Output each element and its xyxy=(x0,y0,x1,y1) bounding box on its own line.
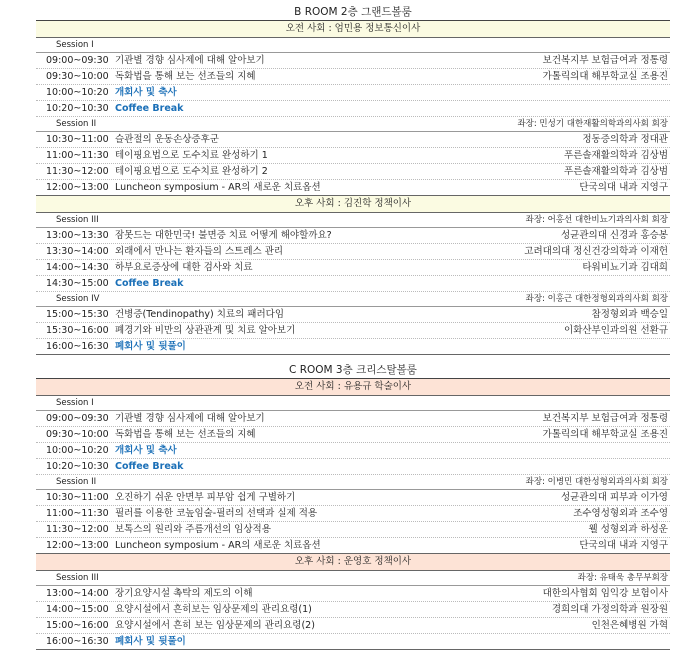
time: 09:00~09:30 xyxy=(46,413,109,424)
c-room-section xyxy=(36,362,670,650)
session-label: Session III xyxy=(56,215,99,225)
schedule-row xyxy=(36,506,670,522)
session-header xyxy=(36,117,670,132)
time: 10:00~10:20 xyxy=(46,445,109,456)
lecture-title: Coffee Break xyxy=(115,278,184,289)
speaker: 성균관의대 피부과 이가영 xyxy=(561,492,668,503)
time: 12:00~13:00 xyxy=(46,540,109,551)
session-chair: 좌장: 유태욱 총무부회장 xyxy=(577,573,668,583)
schedule-row xyxy=(36,411,670,427)
lecture-title: 테이핑요법으로 도수치료 완성하기 2 xyxy=(115,166,268,177)
speaker: 가톨릭의대 해부학교실 조용진 xyxy=(542,71,668,82)
time: 10:20~10:30 xyxy=(46,103,109,114)
schedule-row xyxy=(36,443,670,459)
lecture-title: 오진하기 쉬운 안면부 피부암 쉽게 구별하기 xyxy=(115,492,296,503)
speaker: 웰 성형외과 하성운 xyxy=(588,524,668,535)
session-chair: 좌장: 어홍선 대한비뇨기과의사회 회장 xyxy=(525,215,668,225)
schedule-row xyxy=(36,53,670,69)
session-header xyxy=(36,396,670,411)
speaker: 정동증의학과 정대관 xyxy=(582,134,668,145)
schedule-row xyxy=(36,132,670,148)
session-chair: 좌장: 이병민 대한성형외과의사회 회장 xyxy=(525,477,668,487)
lecture-title: 독화법을 통해 보는 선조들의 지혜 xyxy=(115,429,256,440)
time: 11:30~12:00 xyxy=(46,166,109,177)
schedule-row xyxy=(36,586,670,602)
schedule-row xyxy=(36,101,670,117)
session-chair: 좌장: 이홍근 대한정형외과의사회 회장 xyxy=(525,294,668,304)
time: 13:30~14:00 xyxy=(46,246,109,257)
afternoon-moderator: 오후 사회 : 김진학 정책이사 xyxy=(36,196,670,213)
lecture-title: 기관별 경향 심사제에 대해 알아보기 xyxy=(115,413,265,424)
lecture-title: Luncheon symposium - AR의 새로운 치료옵션 xyxy=(115,182,321,193)
time: 10:30~11:00 xyxy=(46,134,109,145)
speaker: 이화산부인과의원 선환규 xyxy=(564,325,668,336)
time: 10:30~11:00 xyxy=(46,492,109,503)
time: 14:30~15:00 xyxy=(46,278,109,289)
session-chair: 좌장: 민성기 대한재활의학과의사회 회장 xyxy=(517,119,668,129)
schedule-row xyxy=(36,228,670,244)
time: 11:00~11:30 xyxy=(46,150,109,161)
lecture-title: 테이핑요법으로 도수치료 완성하기 1 xyxy=(115,150,268,161)
lecture-title: Coffee Break xyxy=(115,461,184,472)
session-label: Session IV xyxy=(56,294,100,304)
schedule-row xyxy=(36,260,670,276)
lecture-title: 기관별 경향 심사제에 대해 알아보기 xyxy=(115,55,265,66)
time: 15:30~16:00 xyxy=(46,325,109,336)
schedule-row xyxy=(36,69,670,85)
session-label: Session III xyxy=(56,573,99,583)
schedule-row xyxy=(36,148,670,164)
lecture-title: 보톡스의 원리와 주름개선의 임상적용 xyxy=(115,524,271,535)
time: 13:00~13:30 xyxy=(46,230,109,241)
session-label: Session I xyxy=(56,398,94,408)
speaker: 단국의대 내과 지영구 xyxy=(579,540,668,551)
lecture-title: Luncheon symposium - AR의 새로운 치료옵션 xyxy=(115,540,321,551)
speaker: 푸른솔재활의학과 김상범 xyxy=(564,150,668,161)
schedule-row xyxy=(36,522,670,538)
lecture-title: 잠못드는 대한민국! 불면증 치료 어떻게 해야할까요? xyxy=(115,230,332,241)
schedule-row xyxy=(36,164,670,180)
schedule-row xyxy=(36,323,670,339)
morning-moderator: 오전 사회 : 유용규 학술이사 xyxy=(36,379,670,396)
schedule-row xyxy=(36,85,670,101)
schedule-row xyxy=(36,538,670,554)
time: 11:30~12:00 xyxy=(46,524,109,535)
lecture-title: 폐회사 및 뒷풀이 xyxy=(115,341,186,352)
lecture-title: 폐회사 및 뒷풀이 xyxy=(115,636,186,647)
speaker: 푸른솔재활의학과 김상범 xyxy=(564,166,668,177)
schedule-row xyxy=(36,602,670,618)
speaker: 단국의대 내과 지영구 xyxy=(579,182,668,193)
room-title: B ROOM 2층 그랜드볼룸 xyxy=(36,4,670,21)
speaker: 대한의사협회 임익강 보험이사 xyxy=(542,588,668,599)
session-header xyxy=(36,213,670,228)
lecture-title: 외래에서 만나는 환자들의 스트레스 관리 xyxy=(115,246,284,257)
session-label: Session II xyxy=(56,119,97,129)
lecture-title: 요양시설에서 흔히 보는 임상문제의 관리요령(2) xyxy=(115,620,315,631)
schedule-row xyxy=(36,490,670,506)
speaker: 경희의대 가정의학과 원장원 xyxy=(551,604,668,615)
time: 15:00~15:30 xyxy=(46,309,109,320)
lecture-title: 독화법을 통해 보는 선조들의 지혜 xyxy=(115,71,256,82)
lecture-title: 개회사 및 축사 xyxy=(115,445,177,456)
time: 14:00~15:00 xyxy=(46,604,109,615)
afternoon-moderator: 오후 사회 : 운영호 정책이사 xyxy=(36,554,670,571)
time: 16:00~16:30 xyxy=(46,341,109,352)
speaker: 참정형외과 백승일 xyxy=(591,309,668,320)
speaker: 보건복지부 보험급여과 정통령 xyxy=(542,413,668,424)
schedule-row xyxy=(36,307,670,323)
time: 10:20~10:30 xyxy=(46,461,109,472)
session-header xyxy=(36,38,670,53)
session-label: Session II xyxy=(56,477,97,487)
schedule-row xyxy=(36,427,670,443)
schedule-row xyxy=(36,459,670,475)
schedule-row xyxy=(36,634,670,650)
time: 10:00~10:20 xyxy=(46,87,109,98)
time: 09:00~09:30 xyxy=(46,55,109,66)
schedule-row xyxy=(36,180,670,196)
schedule-row xyxy=(36,244,670,260)
time: 09:30~10:00 xyxy=(46,71,109,82)
speaker: 인천은혜병원 가혁 xyxy=(591,620,668,631)
lecture-title: 슬관절의 운동손상증후군 xyxy=(115,134,219,145)
lecture-title: 건병증(Tendinopathy) 치료의 패러다임 xyxy=(115,309,284,320)
morning-moderator: 오전 사회 : 엄민용 정보통신이사 xyxy=(36,21,670,38)
time: 11:00~11:30 xyxy=(46,508,109,519)
time: 15:00~16:00 xyxy=(46,620,109,631)
room-title: C ROOM 3층 크리스탈볼룸 xyxy=(36,362,670,379)
speaker: 타워비뇨기과 김대희 xyxy=(582,262,668,273)
time: 14:00~14:30 xyxy=(46,262,109,273)
lecture-title: 개회사 및 축사 xyxy=(115,87,177,98)
time: 13:00~14:00 xyxy=(46,588,109,599)
lecture-title: 하부요로증상에 대한 검사와 치료 xyxy=(115,262,253,273)
lecture-title: 요양시설에서 흔히보는 임상문제의 관리요령(1) xyxy=(115,604,312,615)
lecture-title: 장기요양시설 촉탁의 제도의 이해 xyxy=(115,588,253,599)
session-header xyxy=(36,292,670,307)
session-header xyxy=(36,475,670,490)
session-header xyxy=(36,571,670,586)
schedule-row xyxy=(36,276,670,292)
lecture-title: 필러를 이용한 코높임술-필러의 선택과 실제 적용 xyxy=(115,508,318,519)
schedule-row xyxy=(36,339,670,355)
time: 09:30~10:00 xyxy=(46,429,109,440)
b-room-section xyxy=(36,4,670,355)
time: 16:00~16:30 xyxy=(46,636,109,647)
session-label: Session I xyxy=(56,40,94,50)
time: 12:00~13:00 xyxy=(46,182,109,193)
speaker: 성균관의대 신경과 홍승봉 xyxy=(561,230,668,241)
speaker: 가톨릭의대 해부학교실 조용진 xyxy=(542,429,668,440)
lecture-title: Coffee Break xyxy=(115,103,184,114)
speaker: 조수영성형외과 조수영 xyxy=(573,508,668,519)
speaker: 고려대의대 정신건강의학과 이재헌 xyxy=(524,246,668,257)
lecture-title: 폐경기와 비만의 상관관계 및 치료 알아보기 xyxy=(115,325,296,336)
speaker: 보건복지부 보험급여과 정통령 xyxy=(542,55,668,66)
schedule-row xyxy=(36,618,670,634)
